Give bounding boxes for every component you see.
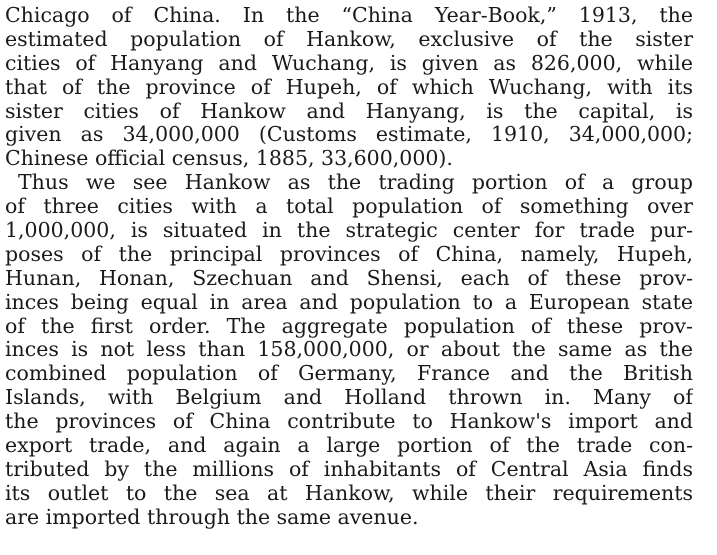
text-line: export trade, and again a large portion of the trade con- xyxy=(5,434,693,458)
text-line: Chicago of China. In the “China Year-Book,” 1913, the xyxy=(5,4,693,27)
text-line: given as 34,000,000 (Customs estimate, 1910, 34,000,000; xyxy=(5,123,693,147)
text-line: poses of the principal provinces of China, namely, Hupeh, xyxy=(5,242,693,266)
document-page xyxy=(5,4,693,530)
text-line: cities of Hanyang and Wuchang, is given as 826,000, while xyxy=(5,51,693,75)
text-line: that of the province of Hupeh, of which Wuchang, with its xyxy=(5,75,693,99)
text-line: combined population of Germany, France and the British xyxy=(5,362,693,386)
paragraph-2 xyxy=(5,171,693,529)
text-line: Thus we see Hankow as the trading portion of a group xyxy=(18,171,693,195)
text-line: sister cities of Hankow and Hanyang, is the capital, is xyxy=(5,99,693,123)
text-line: inces being equal in area and population to a European state xyxy=(5,290,693,314)
text-line: Chinese official census, 1885, 33,600,000). xyxy=(5,147,453,171)
text-line: its outlet to the sea at Hankow, while their requirements xyxy=(5,481,693,505)
text-line: tributed by the millions of inhabitants of Central Asia finds xyxy=(5,457,693,481)
text-line: 1,000,000, is situated in the strategic center for trade pur- xyxy=(5,219,693,243)
text-line: Islands, with Belgium and Holland thrown in. Many of xyxy=(5,386,693,410)
text-line: of three cities with a total population of something over xyxy=(5,195,693,219)
text-line: Hunan, Honan, Szechuan and Shensi, each of these prov- xyxy=(5,266,693,290)
text-line: the provinces of China contribute to Hankow's import and xyxy=(5,410,693,434)
paragraph-1 xyxy=(5,4,693,171)
text-line: inces is not less than 158,000,000, or about the same as the xyxy=(5,338,693,362)
text-line: estimated population of Hankow, exclusive of the sister xyxy=(5,27,693,51)
text-line: are imported through the same avenue. xyxy=(5,505,419,529)
text-line: of the first order. The aggregate population of these prov- xyxy=(5,314,693,338)
